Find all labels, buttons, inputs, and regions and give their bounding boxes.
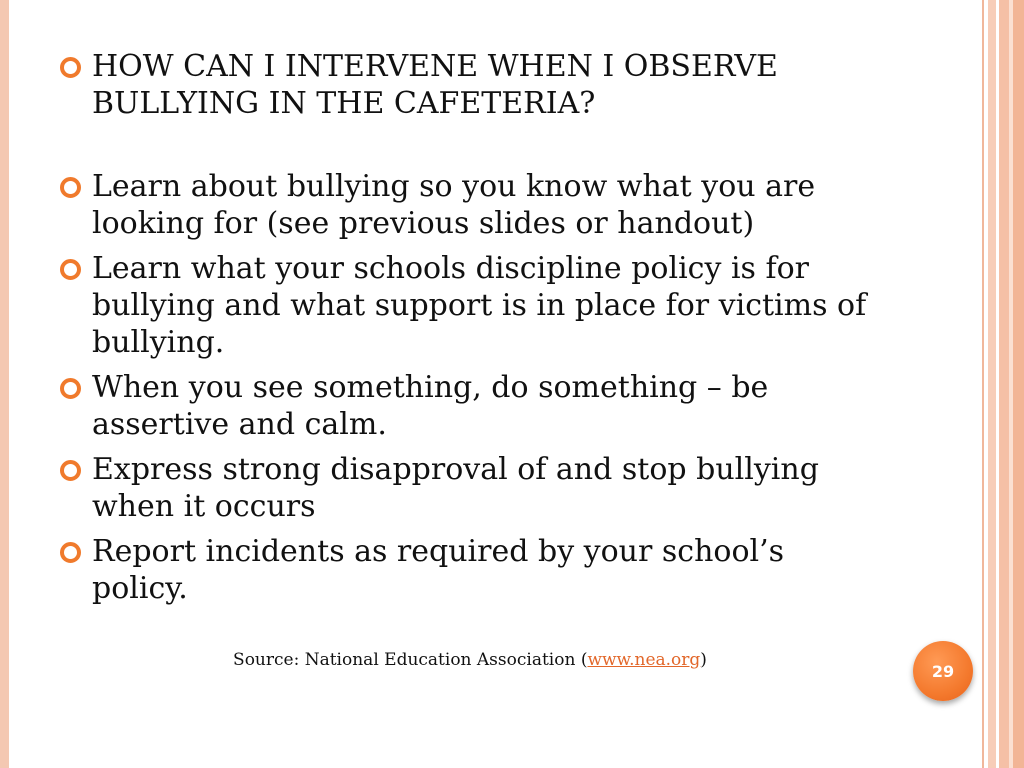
ring-bullet-icon [60, 57, 81, 78]
bullet-item-express-disapproval [58, 451, 878, 525]
bullet-text: HOW CAN I INTERVENE WHEN I OBSERVE BULLYING IN THE CAFETERIA? [92, 49, 778, 121]
page-number-badge [913, 641, 973, 701]
page-number: 29 [931, 661, 955, 681]
bullet-item-discipline-policy [58, 250, 878, 361]
right-decor-stripe [1013, 0, 1024, 768]
bullet-text: Learn about bullying so you know what you are looking for (see previous slides or handout) [92, 169, 816, 241]
bullet-text: Learn what your schools discipline policy is for bullying and what support is in place for victims of bullying. [92, 251, 867, 360]
right-decor-stripe [982, 0, 984, 768]
bullet-text: When you see something, do something – be assertive and calm. [92, 370, 769, 442]
bullet-item-learn-about [58, 168, 878, 242]
bullet-list [58, 48, 878, 607]
right-decor-stripe [988, 0, 996, 768]
ring-bullet-icon [60, 542, 81, 563]
ring-bullet-icon [60, 460, 81, 481]
source-prefix: Source: National Education Association ( [233, 650, 588, 670]
bullet-text: Report incidents as required by your school’s policy. [92, 534, 785, 606]
source-citation [0, 650, 940, 670]
bullet-item-report-incidents [58, 533, 878, 607]
bullet-text: Express strong disapproval of and stop bullying when it occurs [92, 452, 819, 524]
right-decor-stripe [999, 0, 1009, 768]
bullet-item-question [58, 48, 878, 122]
ring-bullet-icon [60, 378, 81, 399]
ring-bullet-icon [60, 177, 81, 198]
source-suffix: ) [700, 650, 707, 670]
ring-bullet-icon [60, 259, 81, 280]
source-link[interactable]: www.nea.org [587, 650, 701, 670]
bullet-item-see-something [58, 369, 878, 443]
